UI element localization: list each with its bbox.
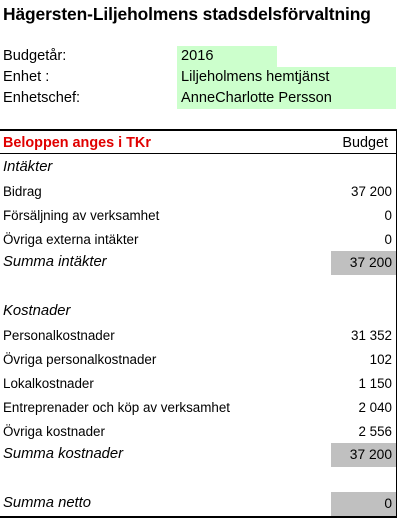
budgetar-value[interactable]: 2016: [177, 46, 277, 67]
table-row: [0, 228, 396, 252]
row-value[interactable]: 0: [384, 208, 392, 223]
cost-sum-value: 37 200: [349, 447, 392, 462]
header-budget-label: Budget: [342, 135, 388, 151]
cost-sum-label: Summa kostnader: [3, 446, 124, 462]
info-row-enhetschef: [0, 88, 416, 109]
net-sum-row: [0, 492, 396, 516]
table-row: [0, 180, 396, 204]
row-value[interactable]: 2 040: [358, 400, 392, 415]
row-value[interactable]: 0: [384, 232, 392, 247]
enhet-label: Enhet :: [3, 69, 50, 85]
row-label: Övriga kostnader: [3, 424, 105, 439]
table-row: [0, 348, 396, 372]
info-row-enhet: [0, 67, 416, 88]
row-label: Försäljning av verksamhet: [3, 208, 160, 223]
row-value[interactable]: 2 556: [358, 424, 392, 439]
cost-heading-row: [0, 300, 396, 324]
row-label: Övriga externa intäkter: [3, 232, 139, 247]
row-label: Övriga personalkostnader: [3, 352, 157, 367]
income-sum-label: Summa intäkter: [3, 254, 107, 270]
table-row: [0, 396, 396, 420]
table-header: [0, 131, 396, 155]
income-heading-row: [0, 156, 396, 180]
row-label: Entreprenader och köp av verksamhet: [3, 400, 231, 415]
table-row: [0, 372, 396, 396]
row-value[interactable]: 31 352: [351, 328, 392, 343]
net-sum-label: Summa netto: [3, 495, 92, 511]
income-sum-value: 37 200: [349, 255, 392, 270]
table-row: [0, 420, 396, 444]
header-amount-label: Beloppen anges i TKr: [3, 135, 151, 151]
budget-table: [0, 129, 397, 518]
enhetschef-value[interactable]: AnneCharlotte Persson: [177, 88, 396, 109]
net-sum-value: 0: [384, 496, 392, 511]
enhetschef-label: Enhetschef:: [3, 90, 81, 106]
income-heading: Intäkter: [3, 159, 53, 175]
row-label: Bidrag: [3, 184, 42, 199]
table-row: [0, 204, 396, 228]
row-value[interactable]: 1 150: [358, 376, 392, 391]
cost-heading: Kostnader: [3, 303, 71, 319]
info-row-budgetar: [0, 46, 416, 67]
enhet-value[interactable]: Liljeholmens hemtjänst: [177, 67, 396, 88]
cost-sum-row: [0, 443, 396, 467]
page-title: Hägersten-Liljeholmens stadsdelsförvaltning: [3, 4, 371, 24]
row-label: Lokalkostnader: [3, 376, 94, 391]
row-value[interactable]: 102: [369, 352, 392, 367]
budgetar-label: Budgetår:: [3, 48, 67, 64]
header-divider: [0, 153, 396, 154]
row-label: Personalkostnader: [3, 328, 115, 343]
income-sum-row: [0, 251, 396, 275]
row-value[interactable]: 37 200: [351, 184, 392, 199]
table-row: [0, 324, 396, 348]
